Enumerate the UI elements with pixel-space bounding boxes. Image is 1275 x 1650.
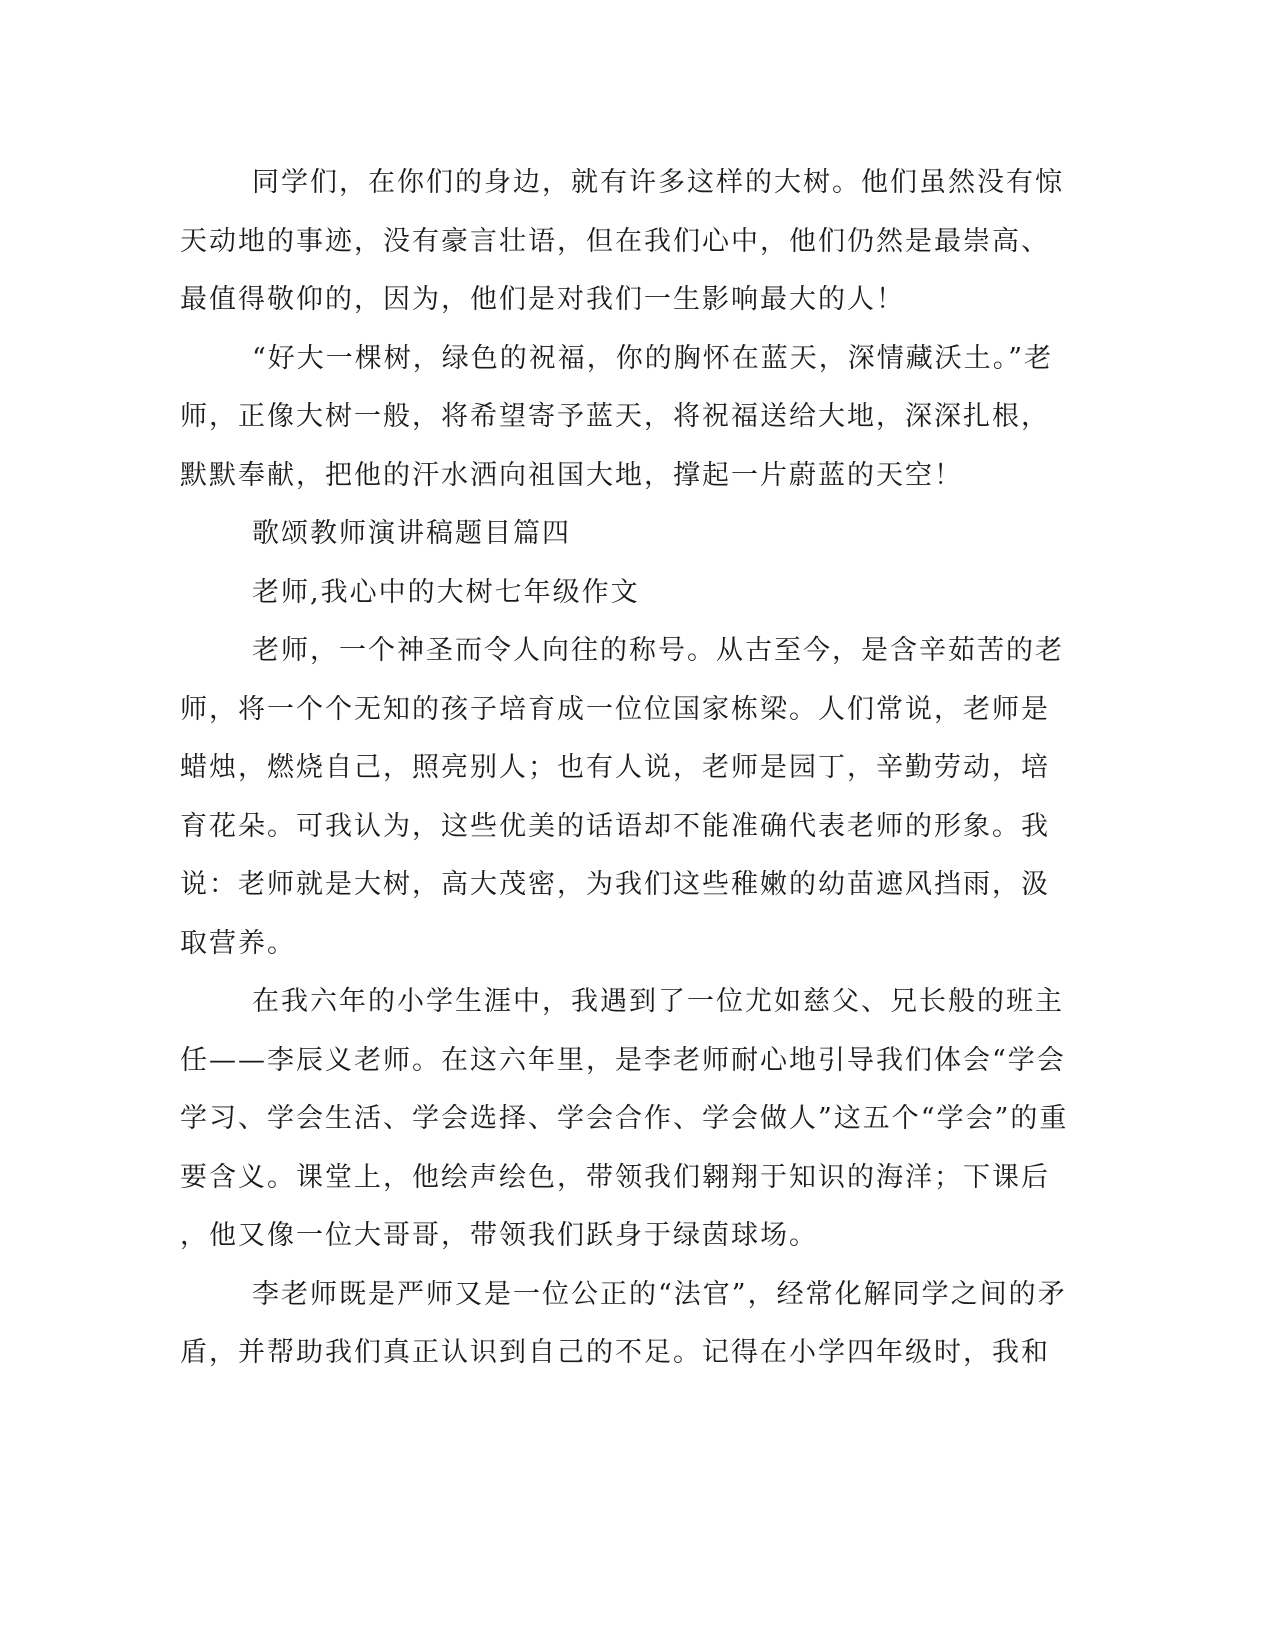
text-line: “好大一棵树，绿色的祝福，你的胸怀在蓝天，深情藏沃土。”老 (252, 343, 1054, 374)
section-heading: 歌颂教师演讲稿题目篇四 (252, 518, 571, 549)
text-line: 李老师既是严师又是一位公正的“法官”，经常化解同学之间的矛 (252, 1279, 1067, 1310)
text-line: 最值得敬仰的，因为，他们是对我们一生影响最大的人！ (180, 284, 905, 315)
text-line: 学习、学会生活、学会选择、学会合作、学会做人”这五个“学会”的重 (180, 1103, 1069, 1134)
text-line: 默默奉献，把他的汗水洒向祖国大地，撑起一片蔚蓝的天空！ (180, 460, 963, 491)
text-line: 在我六年的小学生涯中，我遇到了一位尤如慈父、兄长般的班主 (252, 986, 1064, 1017)
text-line: 要含义。课堂上，他绘声绘色，带领我们翱翔于知识的海洋；下课后 (180, 1162, 1050, 1193)
text-line: 师，正像大树一般，将希望寄予蓝天，将祝福送给大地，深深扎根， (180, 401, 1050, 432)
text-line: 师，将一个个无知的孩子培育成一位位国家栋梁。人们常说，老师是 (180, 694, 1050, 725)
text-line: 育花朵。可我认为，这些优美的话语却不能准确代表老师的形象。我 (180, 811, 1050, 842)
essay-title: 老师,我心中的大树七年级作文 (252, 577, 640, 608)
text-line: 同学们，在你们的身边，就有许多这样的大树。他们虽然没有惊 (252, 167, 1064, 198)
text-line: 取营养。 (180, 928, 296, 959)
text-line: 老师，一个神圣而令人向往的称号。从古至今，是含辛茹苦的老 (252, 635, 1064, 666)
text-line: 蜡烛，燃烧自己，照亮别人；也有人说，老师是园丁，辛勤劳动，培 (180, 752, 1050, 783)
text-line: ，他又像一位大哥哥，带领我们跃身于绿茵球场。 (180, 1220, 818, 1251)
text-line: 任——李辰义老师。在这六年里，是李老师耐心地引导我们体会“学会 (180, 1045, 1066, 1076)
text-line: 盾，并帮助我们真正认识到自己的不足。记得在小学四年级时，我和 (180, 1337, 1050, 1368)
text-line: 天动地的事迹，没有豪言壮语，但在我们心中，他们仍然是最崇高、 (180, 226, 1050, 257)
text-line: 说：老师就是大树，高大茂密，为我们这些稚嫩的幼苗遮风挡雨，汲 (180, 869, 1050, 900)
